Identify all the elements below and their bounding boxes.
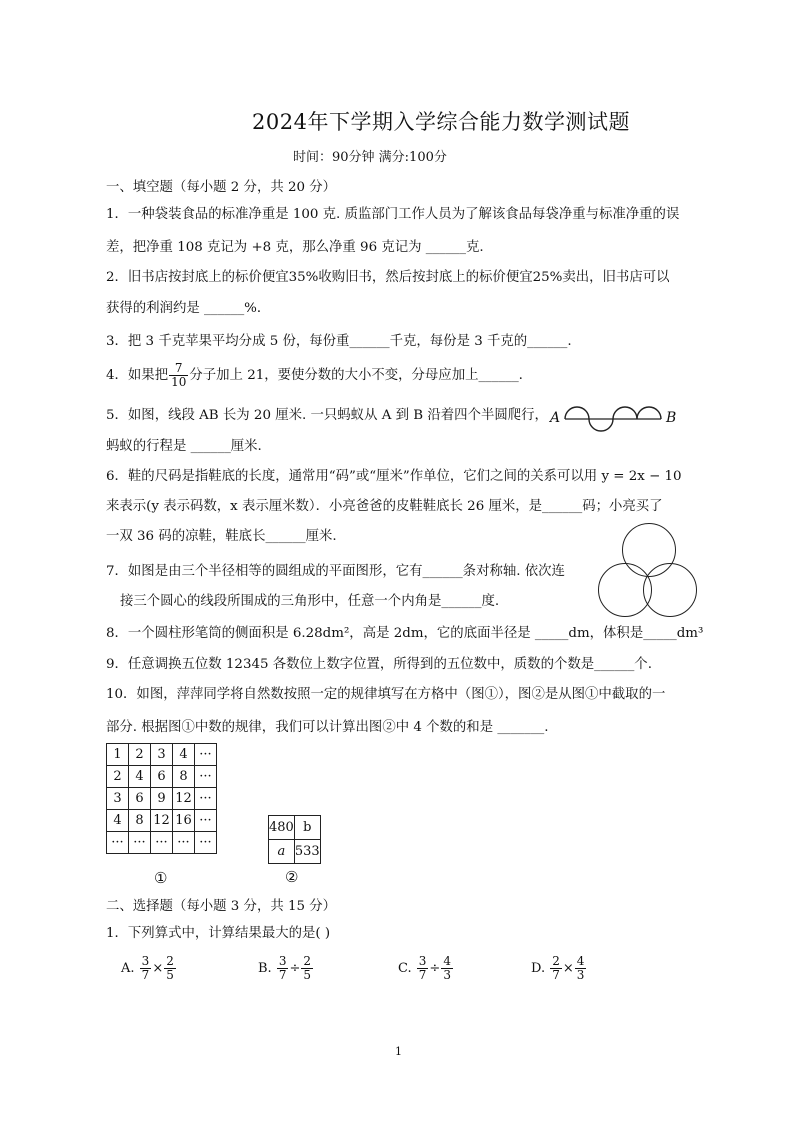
q7-line2: 接三个圆心的线段所围成的三角形中，任意一个内角是______度. — [120, 594, 500, 609]
grid1-cell: 9 — [151, 788, 173, 810]
grid1-cell: ··· — [173, 832, 195, 854]
operator: ÷ — [289, 961, 301, 976]
option-label: B. — [258, 961, 272, 976]
q10-line1: 10．如图，萍萍同学将自然数按照一定的规律填写在方格中（图①），图②是从图①中截取的一 — [106, 687, 666, 702]
q7-line1: 7．如图是由三个半径相等的圆组成的平面图形，它有______条对称轴. 依次连 — [106, 564, 565, 579]
grid1-cell: 8 — [173, 766, 195, 788]
numerator: 2 — [552, 954, 560, 968]
grid1-cell: 6 — [129, 788, 151, 810]
mc1-stem: 1．下列算式中，计算结果最大的是( ) — [106, 926, 331, 941]
q5-line2: 蚂蚁的行程是 ______厘米. — [106, 439, 262, 454]
denominator: 3 — [576, 968, 585, 982]
denominator: 7 — [418, 968, 427, 982]
grid1-cell: 8 — [129, 810, 151, 832]
option-label: A. — [121, 961, 135, 976]
grid2-row — [269, 816, 321, 840]
option-fraction-2 — [575, 955, 587, 982]
grid1-cell: ··· — [195, 766, 217, 788]
denominator: 5 — [303, 968, 312, 982]
grid1-cell: ··· — [195, 832, 217, 854]
numerator: 3 — [278, 954, 287, 968]
grid2-cell: 533 — [294, 840, 320, 864]
grid1-cell: ··· — [195, 788, 217, 810]
denominator: 7 — [552, 968, 560, 982]
grid1-cell: 2 — [129, 744, 151, 766]
grid1-row — [107, 788, 217, 810]
grid1-cell: ··· — [151, 832, 173, 854]
grid1-cell: 12 — [173, 788, 195, 810]
denominator: 5 — [166, 968, 174, 982]
option-fraction-2 — [301, 955, 313, 982]
denominator: 7 — [278, 968, 287, 982]
q6-line3: 一双 36 码的凉鞋，鞋底长______厘米. — [106, 529, 337, 544]
grid2-cell: a — [269, 840, 295, 864]
semicircle-path-figure — [563, 398, 667, 440]
grid1-cell: ··· — [107, 832, 129, 854]
circle-bottom-right — [643, 563, 697, 617]
grid1-cell: 2 — [107, 766, 129, 788]
q4-numerator: 7 — [169, 362, 188, 376]
q4 — [106, 362, 523, 389]
grid1-label: ① — [154, 869, 168, 887]
q4-fraction — [169, 362, 188, 389]
numerator: 3 — [141, 954, 150, 968]
grid1-cell: ··· — [129, 832, 151, 854]
option-fraction-2 — [441, 955, 453, 982]
option-fraction-1 — [277, 955, 289, 982]
q4-denominator: 10 — [171, 375, 187, 389]
number-grid-1 — [106, 743, 217, 854]
grid1-cell: 4 — [129, 766, 151, 788]
figure-label-b: B — [666, 410, 677, 426]
grid1-cell: ··· — [195, 744, 217, 766]
grid1-row — [107, 744, 217, 766]
q5-line1: 5．如图，线段 AB 长为 20 厘米. 一只蚂蚁从 A 到 B 沿着四个半圆爬行， — [106, 408, 548, 423]
option-fraction-2 — [164, 955, 176, 982]
q2-line2: 获得的利润约是 ______%． — [106, 301, 271, 316]
numerator: 2 — [303, 954, 312, 968]
page-title: 2024年下学期入学综合能力数学测试题 — [252, 110, 630, 134]
grid2-cell: 480 — [269, 816, 295, 840]
option-fraction-1 — [417, 955, 429, 982]
q9: 9．任意调换五位数 12345 各数位上数字位置，所得到的五位数中，质数的个数是______个. — [106, 657, 652, 672]
denominator: 3 — [443, 968, 451, 982]
option-fraction-1 — [550, 955, 562, 982]
grid1-cell: 4 — [107, 810, 129, 832]
q6-line1: 6．鞋的尺码是指鞋底的长度，通常用“码”或“厘米”作单位，它们之间的关系可以用 y = 2x − 10 — [106, 469, 682, 484]
operator: × — [152, 961, 164, 976]
grid1-cell: 4 — [173, 744, 195, 766]
operator: ÷ — [429, 961, 441, 976]
grid2-cell: b — [294, 816, 320, 840]
numerator: 4 — [576, 954, 585, 968]
q10-line2: 部分. 根据图①中数的规律，我们可以计算出图②中 4 个数的和是 _______. — [106, 720, 549, 735]
option-fraction-1 — [140, 955, 152, 982]
q8: 8．一个圆柱形笔筒的侧面积是 6.28dm²，高是 2dm，它的底面半径是 _____dm，体积是_____dm³ — [106, 626, 704, 641]
numerator: 4 — [443, 954, 451, 968]
grid1-cell: 1 — [107, 744, 129, 766]
numerator: 2 — [166, 954, 174, 968]
page-number: 1 — [395, 1045, 402, 1058]
grid1-row — [107, 832, 217, 854]
q1-line2: 差，把净重 108 克记为 +8 克，那么净重 96 克记为 ______克. — [106, 240, 484, 255]
grid2-row — [269, 840, 321, 864]
q2-line1: 2．旧书店按封底上的标价便宜35%收购旧书，然后按封底上的标价便宜25%卖出，旧书店可以 — [106, 270, 670, 285]
time-score-line: 时间：90分钟 满分:100分 — [293, 150, 447, 165]
numerator: 3 — [418, 954, 427, 968]
grid2-label: ② — [285, 868, 299, 886]
option-c — [398, 955, 454, 982]
grid1-cell: 12 — [151, 810, 173, 832]
grid1-cell: 6 — [151, 766, 173, 788]
q1-line1: 1．一种袋装食品的标准净重是 100 克. 质监部门工作人员为了解该食品每袋净重与标准净重的误 — [106, 207, 680, 222]
section-2-heading: 二、选择题（每小题 3 分，共 15 分） — [106, 899, 337, 914]
q6-line2: 来表示(y 表示码数，x 表示厘米数）．小亮爸爸的皮鞋鞋底长 26 厘米，是______码；小亮买了 — [106, 499, 663, 514]
grid1-row — [107, 766, 217, 788]
q4-suffix: 分子加上 21，要使分数的大小不变，分母应加上______. — [189, 368, 523, 383]
grid1-cell: 16 — [173, 810, 195, 832]
q3: 3．把 3 千克苹果平均分成 5 份，每份重______千克，每份是 3 千克的______. — [106, 334, 572, 349]
grid1-cell: 3 — [107, 788, 129, 810]
q4-prefix: 4．如果把 — [106, 368, 169, 383]
grid1-cell: 3 — [151, 744, 173, 766]
denominator: 7 — [141, 968, 150, 982]
option-b — [258, 955, 314, 982]
option-label: C. — [398, 961, 412, 976]
number-grid-2 — [268, 815, 321, 864]
section-1-heading: 一、填空题（每小题 2 分，共 20 分） — [106, 180, 337, 195]
option-d — [531, 955, 587, 982]
option-a — [121, 955, 177, 982]
grid1-cell: ··· — [195, 810, 217, 832]
figure-label-a: A — [550, 410, 561, 426]
grid1-row — [107, 810, 217, 832]
operator: × — [562, 961, 574, 976]
option-label: D. — [531, 961, 546, 976]
